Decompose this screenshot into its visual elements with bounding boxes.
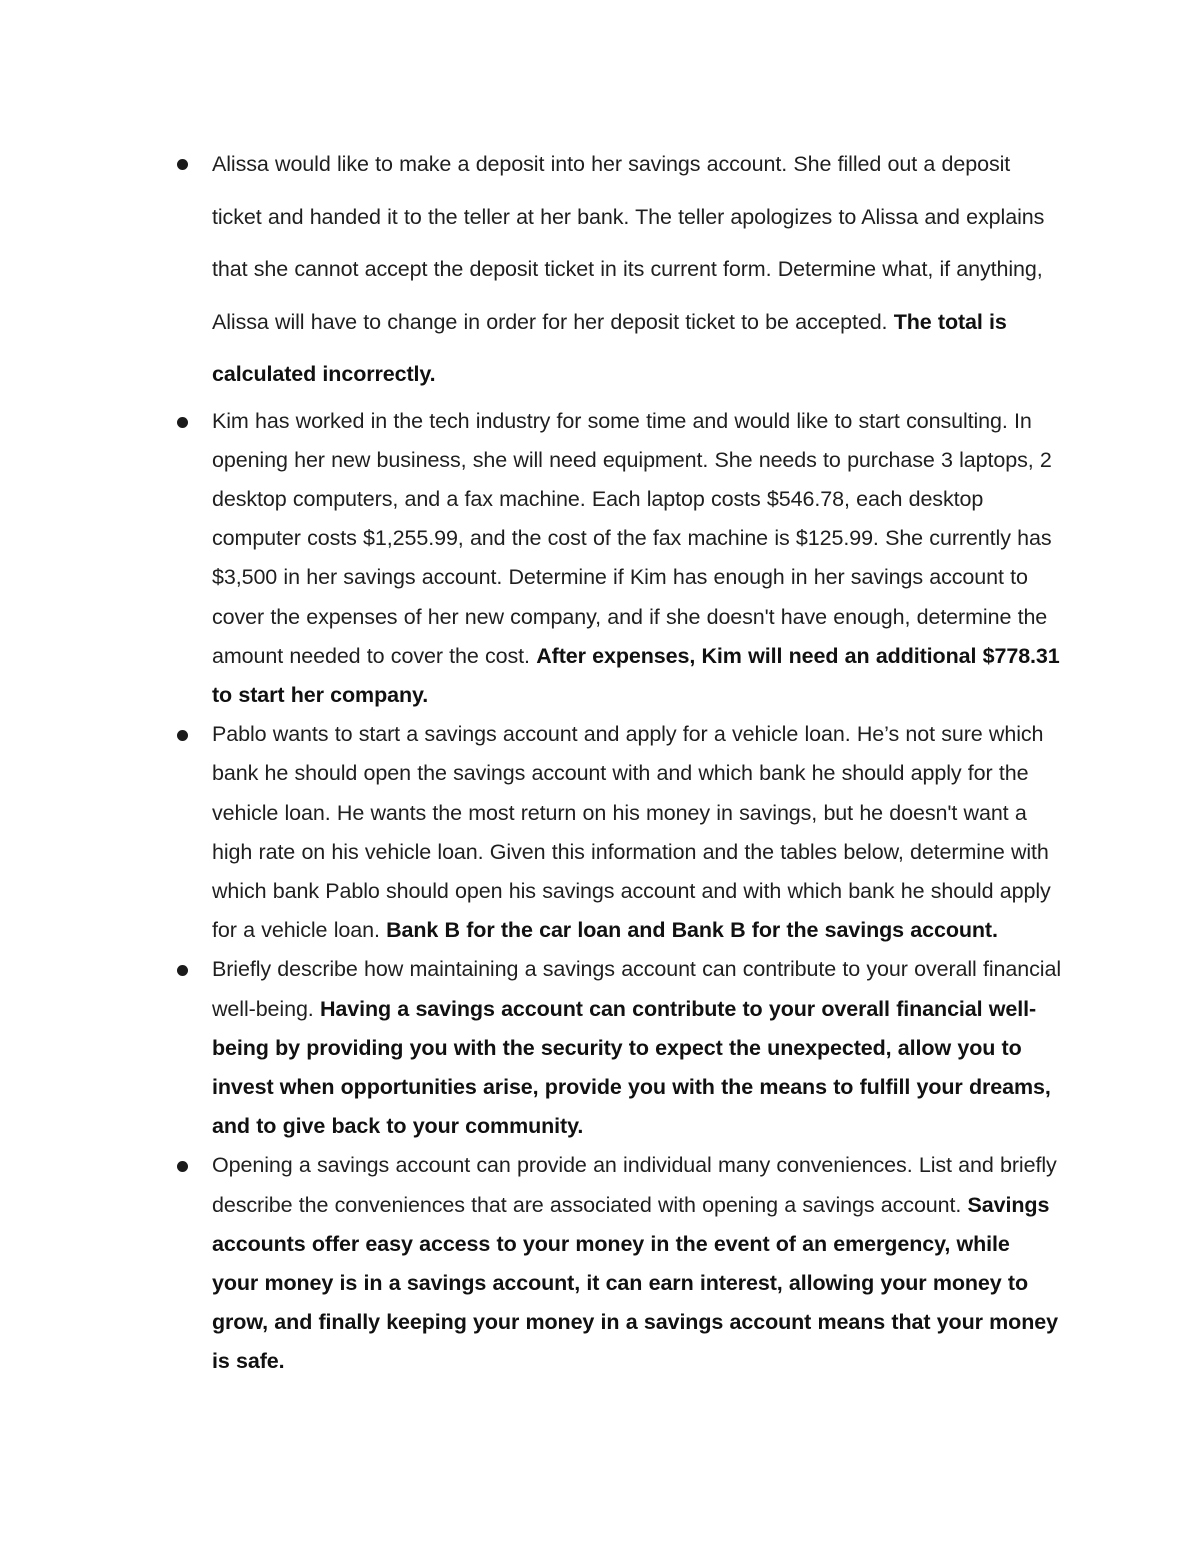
question-text: Kim has worked in the tech industry for some time and would like to start consulting. In opening her new business, she will need equipment. She needs to purchase 3 laptops, 2 desktop computers, and a fax machine. Each laptop costs $546.78, each desktop computer costs $1,255.99, and the cost of the fax machine is $125.99. She currently has $3,500 in her savings account. Determine if Kim has enough in her savings account to cover the expenses of her new company, and if she doesn't have enough, determine the amount needed to cover the cost. (212, 408, 1052, 668)
answer-text: The total is calculated incorrectly. (212, 309, 1007, 386)
list-item (212, 138, 1062, 401)
list-item (212, 402, 1062, 716)
bullet-icon (177, 730, 188, 741)
question-text: Alissa would like to make a deposit into her savings account. She filled out a deposit ticket and handed it to the teller at her bank. The teller apologizes to Alissa and explains that she cannot accept the deposit ticket in its current form. Determine what, if anything, Alissa will have to change in order for her deposit ticket to be accepted. (212, 152, 1045, 334)
answer-text: Savings accounts offer easy access to your money in the event of an emergency, while your money is in a savings account, it can earn interest, allowing your money to grow, and finally keeping your money in a savings account means that your money is safe. (212, 1192, 1058, 1374)
list-item (212, 1146, 1062, 1381)
list-item (212, 715, 1062, 950)
bullet-icon (177, 1161, 188, 1172)
answer-text: Having a savings account can contribute to your overall financial well-being by providing you with the security to expect the unexpected, allow you to invest when opportunities arise, provide you with the means to fulfill your dreams, and to give back to your community. (212, 996, 1051, 1139)
question-text: Pablo wants to start a savings account and apply for a vehicle loan. He’s not sure which bank he should open the savings account with and which bank he should apply for the vehicle loan. He wants the most return on his money in savings, but he doesn't want a high rate on his vehicle loan. Given this information and the tables below, determine with which bank Pablo should open his savings account and with which bank he should apply for a vehicle loan. (212, 722, 1051, 943)
question-list (212, 138, 1062, 1382)
bullet-icon (177, 159, 188, 170)
answer-text: After expenses, Kim will need an additional $778.31 to start her company. (212, 643, 1060, 707)
answer-text: Bank B for the car loan and Bank B for the savings account. (386, 918, 998, 943)
list-item (212, 950, 1062, 1146)
question-text: Briefly describe how maintaining a savings account can contribute to your overall financial well-being. (212, 957, 1061, 1021)
bullet-icon (177, 417, 188, 428)
bullet-icon (177, 965, 188, 976)
question-text: Opening a savings account can provide an individual many conveniences. List and briefly describe the conveniences that are associated with opening a savings account. (212, 1153, 1057, 1217)
